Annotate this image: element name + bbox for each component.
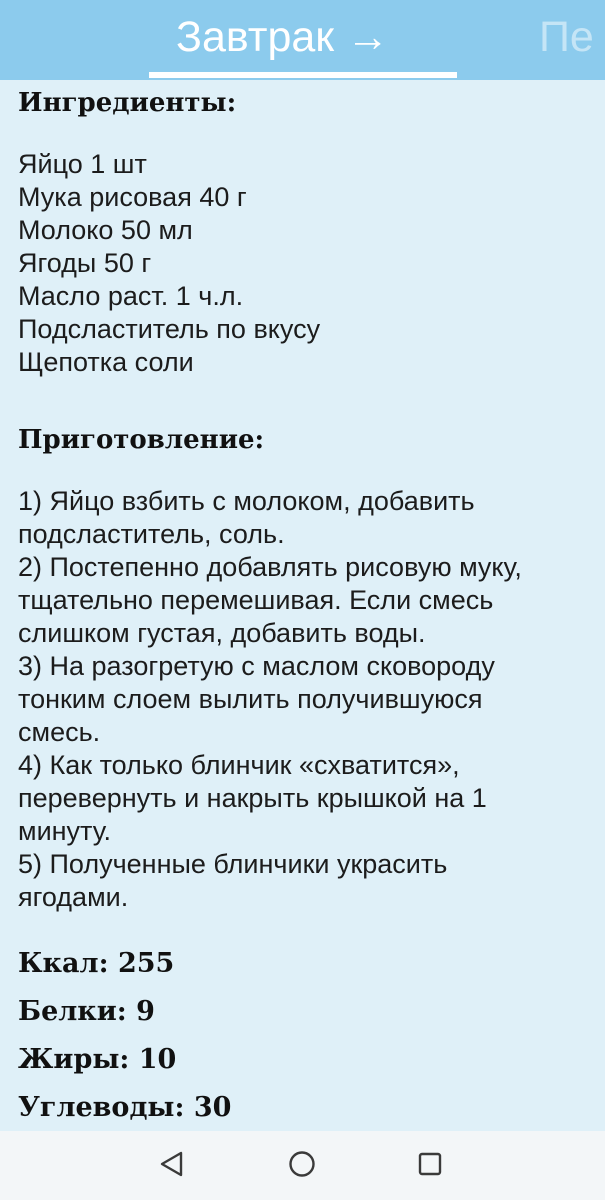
ingredient-item: Молоко 50 мл — [18, 215, 193, 245]
back-triangle-icon — [157, 1149, 187, 1179]
step-line: 2) Постепенно добавлять рисовую муку, — [18, 552, 522, 582]
home-button[interactable] — [287, 1149, 317, 1179]
back-button[interactable] — [157, 1149, 187, 1179]
system-nav-bar — [0, 1131, 605, 1200]
ingredient-item: Ягоды 50 г — [18, 248, 152, 278]
step-line: тщательно перемешивая. Если смесь — [18, 585, 494, 615]
nutrition-fat: Жиры: 10 — [18, 1044, 177, 1075]
ingredient-item: Щепотка соли — [18, 347, 194, 377]
step-line: 3) На разогретую с маслом сковороду — [18, 651, 495, 681]
step-line: минуту. — [18, 816, 112, 846]
step-line: перевернуть и накрыть крышкой на 1 — [18, 783, 487, 813]
nutrition-list — [18, 940, 231, 1131]
recents-button[interactable] — [415, 1149, 445, 1179]
nutrition-kcal: Ккал: 255 — [18, 948, 175, 979]
step-line: 1) Яйцо взбить с молоком, добавить — [18, 486, 475, 516]
tab-breakfast[interactable]: Завтрак → — [176, 13, 390, 61]
step-line: тонким слоем вылить получившуюся — [18, 684, 483, 714]
step-line: слишком густая, добавить воды. — [18, 618, 426, 648]
tab-next[interactable]: Пе — [539, 13, 594, 61]
home-circle-icon — [287, 1149, 317, 1179]
ingredients-heading: Ингредиенты: — [18, 88, 237, 118]
recipe-content — [0, 80, 605, 1131]
tab-bar — [0, 0, 605, 80]
nutrition-protein: Белки: 9 — [18, 996, 155, 1027]
steps-list — [18, 485, 522, 914]
ingredient-item: Подсластитель по вкусу — [18, 314, 321, 344]
step-line: 4) Как только блинчик «схватится», — [18, 750, 460, 780]
step-line: ягодами. — [18, 882, 129, 912]
step-line: 5) Полученные блинчики украсить — [18, 849, 448, 879]
nutrition-carbs: Углеводы: 30 — [18, 1092, 232, 1123]
active-tab-indicator — [149, 72, 457, 78]
ingredient-item: Масло раст. 1 ч.л. — [18, 281, 244, 311]
step-line: смесь. — [18, 717, 101, 747]
ingredient-item: Яйцо 1 шт — [18, 149, 147, 179]
steps-heading: Приготовление: — [18, 425, 265, 455]
recents-square-icon — [415, 1149, 445, 1179]
ingredients-list — [18, 148, 320, 379]
step-line: подсластитель, соль. — [18, 519, 285, 549]
ingredient-item: Мука рисовая 40 г — [18, 182, 247, 212]
